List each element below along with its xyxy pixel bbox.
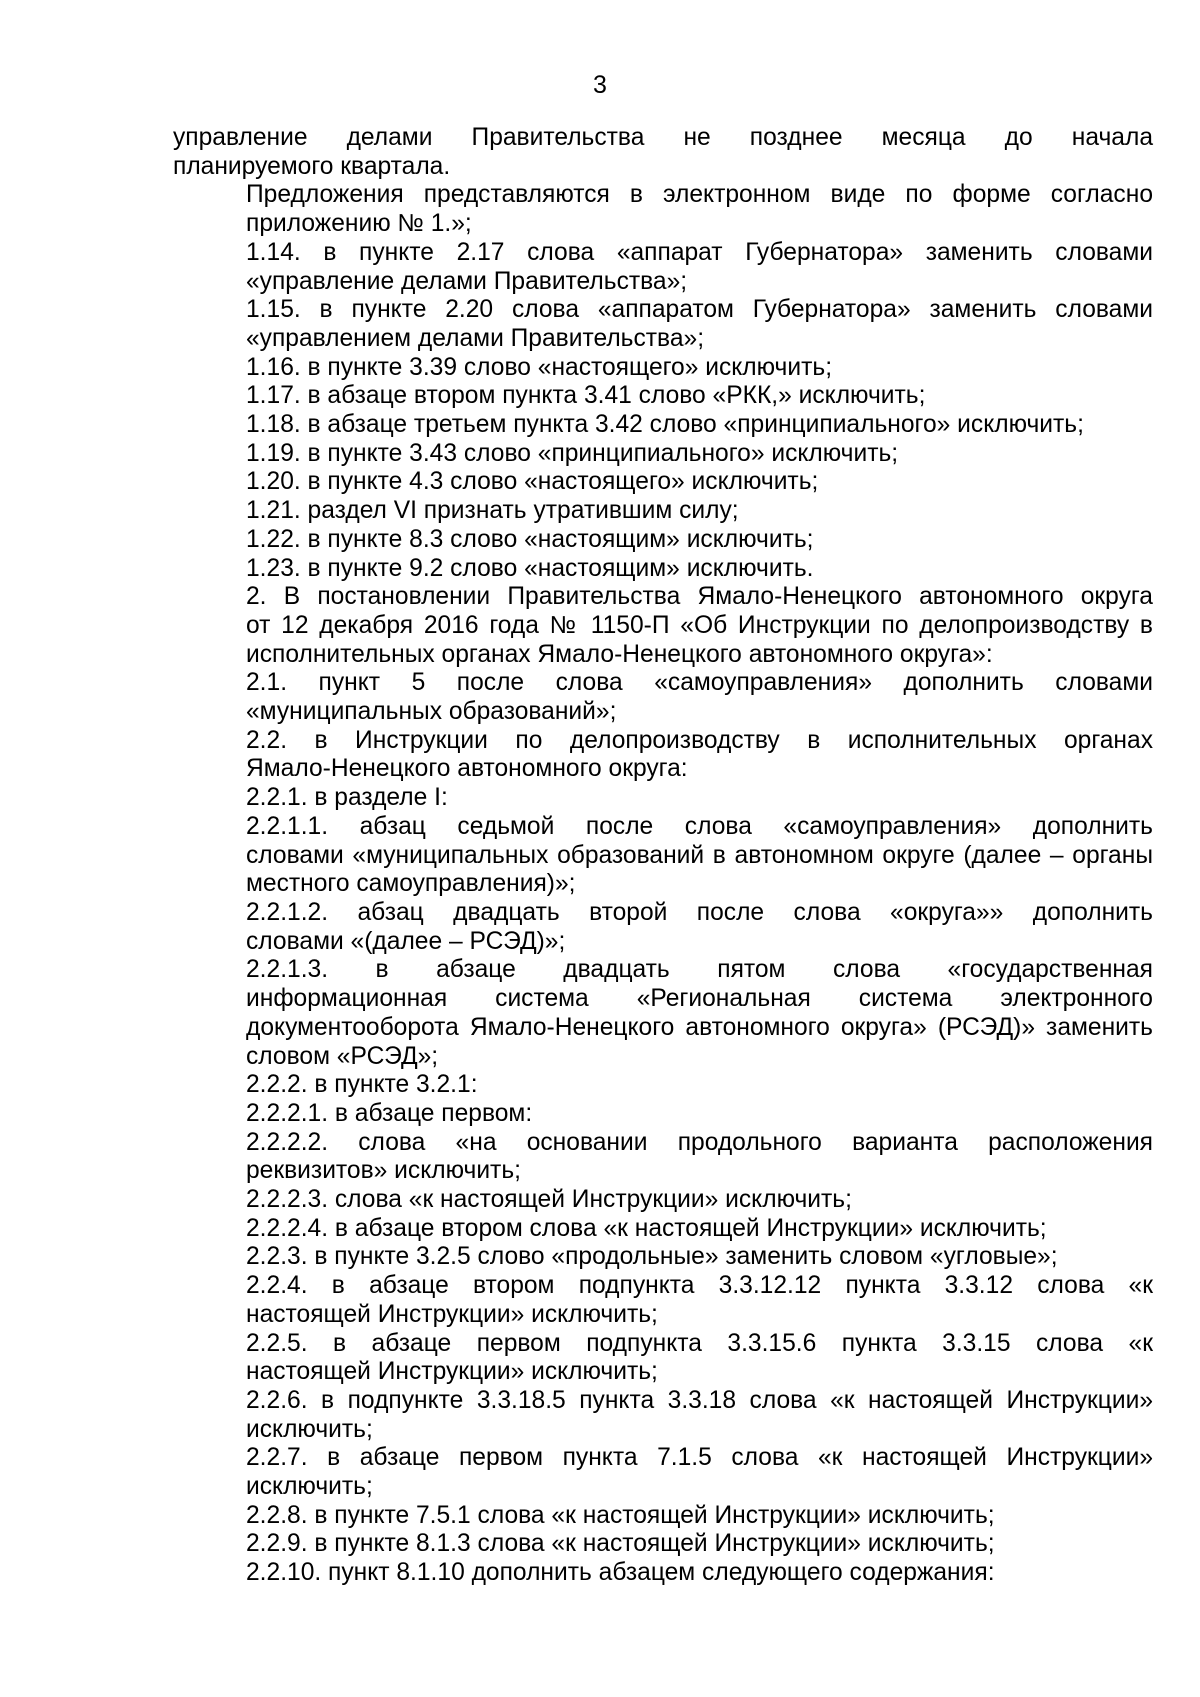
text-line: 2.1. пункт 5 после слова «самоуправления» дополнить словами [246, 669, 1153, 697]
paragraph [173, 124, 1153, 181]
text-line: местного самоуправления)»; [246, 870, 576, 898]
paragraph [173, 1243, 1153, 1272]
text-line: 2.2.8. в пункте 7.5.1 слова «к настоящей Инструкции» исключить; [246, 1501, 995, 1529]
text-line: исполнительных органах Ямало-Ненецкого автономного округа»: [246, 640, 993, 668]
text-line: 1.22. в пункте 8.3 слово «настоящим» исключить; [246, 525, 814, 553]
paragraph [173, 440, 1153, 469]
text-line: словами «(далее – РСЭД)»; [246, 927, 566, 955]
paragraph [173, 1215, 1153, 1244]
paragraph [173, 1071, 1153, 1100]
text-line: планируемого квартала. [173, 152, 451, 180]
text-line: информационная система «Региональная система электронного [246, 985, 1153, 1013]
text-line: от 12 декабря 2016 года № 1150-П «Об Инструкции по делопроизводству в [246, 611, 1153, 639]
text-line: 2. В постановлении Правительства Ямало-Ненецкого автономного округа [246, 583, 1153, 611]
text-line: 2.2.3. в пункте 3.2.5 слово «продольные» заменить словом «угловые»; [246, 1243, 1058, 1271]
paragraph [173, 669, 1153, 726]
paragraph [173, 1444, 1153, 1501]
text-line: 2.2.2. в пункте 3.2.1: [246, 1071, 478, 1099]
text-line: настоящей Инструкции» исключить; [246, 1358, 658, 1386]
text-line: 2.2.1. в разделе I: [246, 784, 448, 812]
text-line: 1.20. в пункте 4.3 слово «настоящего» исключить; [246, 468, 819, 496]
text-line: 1.23. в пункте 9.2 слово «настоящим» исключить. [246, 554, 814, 582]
text-line: 1.15. в пункте 2.20 слова «аппаратом Губернатора» заменить словами [246, 296, 1153, 324]
text-line: 1.18. в абзаце третьем пункта 3.42 слово «принципиального» исключить; [246, 411, 1084, 439]
paragraph [173, 583, 1153, 669]
text-line: 2.2.4. в абзаце втором подпункта 3.3.12.12 пункта 3.3.12 слова «к [246, 1272, 1153, 1300]
page-number: 3 [593, 71, 607, 99]
paragraph [173, 1272, 1153, 1329]
paragraph [173, 382, 1153, 411]
paragraph [173, 1100, 1153, 1129]
paragraph [173, 899, 1153, 956]
paragraph [173, 784, 1153, 813]
text-line: 1.14. в пункте 2.17 слова «аппарат Губернатора» заменить словами [246, 238, 1153, 266]
text-line: реквизитов» исключить; [246, 1157, 521, 1185]
text-line: 2.2.2.1. в абзаце первом: [246, 1099, 533, 1127]
paragraph [173, 181, 1153, 238]
text-line: 2.2.5. в абзаце первом подпункта 3.3.15.6 пункта 3.3.15 слова «к [246, 1329, 1153, 1357]
paragraph [173, 555, 1153, 584]
paragraph [173, 497, 1153, 526]
paragraph [173, 296, 1153, 353]
paragraph [173, 468, 1153, 497]
paragraph [173, 956, 1153, 1071]
text-line: исключить; [246, 1473, 373, 1501]
paragraph [173, 526, 1153, 555]
text-line: 2.2.10. пункт 8.1.10 дополнить абзацем следующего содержания: [246, 1559, 995, 1587]
text-line: 2.2.9. в пункте 8.1.3 слова «к настоящей Инструкции» исключить; [246, 1530, 995, 1558]
paragraph [173, 1387, 1153, 1444]
paragraph [173, 1530, 1153, 1559]
paragraph [173, 727, 1153, 784]
text-line: Предложения представляются в электронном виде по форме согласно [246, 181, 1153, 209]
text-line: управление делами Правительства не позднее месяца до начала [173, 124, 1153, 151]
text-line: настоящей Инструкции» исключить; [246, 1300, 658, 1328]
text-line: словами «муниципальных образований в автономном округе (далее – органы [246, 841, 1153, 869]
text-line: 2.2.2.2. слова «на основании продольного варианта расположения [246, 1128, 1153, 1156]
text-line: приложению № 1.»; [246, 210, 472, 238]
paragraph [173, 1502, 1153, 1531]
paragraph [173, 1559, 1153, 1588]
text-line: 2.2.2.3. слова «к настоящей Инструкции» исключить; [246, 1186, 852, 1214]
paragraph [173, 1330, 1153, 1387]
text-line: «управление делами Правительства»; [246, 267, 688, 295]
paragraph [173, 411, 1153, 440]
text-line: 2.2.2.4. в абзаце втором слова «к настоящей Инструкции» исключить; [246, 1214, 1047, 1242]
text-line: 1.19. в пункте 3.43 слово «принципиального» исключить; [246, 439, 899, 467]
text-line: «управлением делами Правительства»; [246, 324, 705, 352]
text-line: 1.17. в абзаце втором пункта 3.41 слово «РКК,» исключить; [246, 382, 926, 410]
paragraph [173, 1186, 1153, 1215]
text-line: 2.2.1.1. абзац седьмой после слова «самоуправления» дополнить [246, 812, 1153, 840]
text-line: 2.2.1.3. в абзаце двадцать пятом слова «государственная [246, 956, 1153, 984]
text-line: 2.2.1.2. абзац двадцать второй после слова «округа»» дополнить [246, 898, 1153, 926]
paragraph [173, 813, 1153, 899]
paragraph [173, 1129, 1153, 1186]
text-line: Ямало-Ненецкого автономного округа: [246, 755, 688, 783]
paragraph [173, 354, 1153, 383]
document-body [173, 124, 1153, 1588]
text-line: документооборота Ямало-Ненецкого автономного округа» (РСЭД)» заменить [246, 1013, 1153, 1041]
text-line: «муниципальных образований»; [246, 698, 617, 726]
text-line: 2.2.7. в абзаце первом пункта 7.1.5 слова «к настоящей Инструкции» [246, 1444, 1153, 1472]
paragraph [173, 239, 1153, 296]
text-line: словом «РСЭД»; [246, 1042, 439, 1070]
text-line: 2.2.6. в подпункте 3.3.18.5 пункта 3.3.18 слова «к настоящей Инструкции» [246, 1386, 1153, 1414]
text-line: 2.2. в Инструкции по делопроизводству в исполнительных органах [246, 726, 1153, 754]
text-line: 1.16. в пункте 3.39 слово «настоящего» исключить; [246, 353, 833, 381]
text-line: исключить; [246, 1415, 373, 1443]
text-line: 1.21. раздел VI признать утратившим силу; [246, 497, 739, 525]
